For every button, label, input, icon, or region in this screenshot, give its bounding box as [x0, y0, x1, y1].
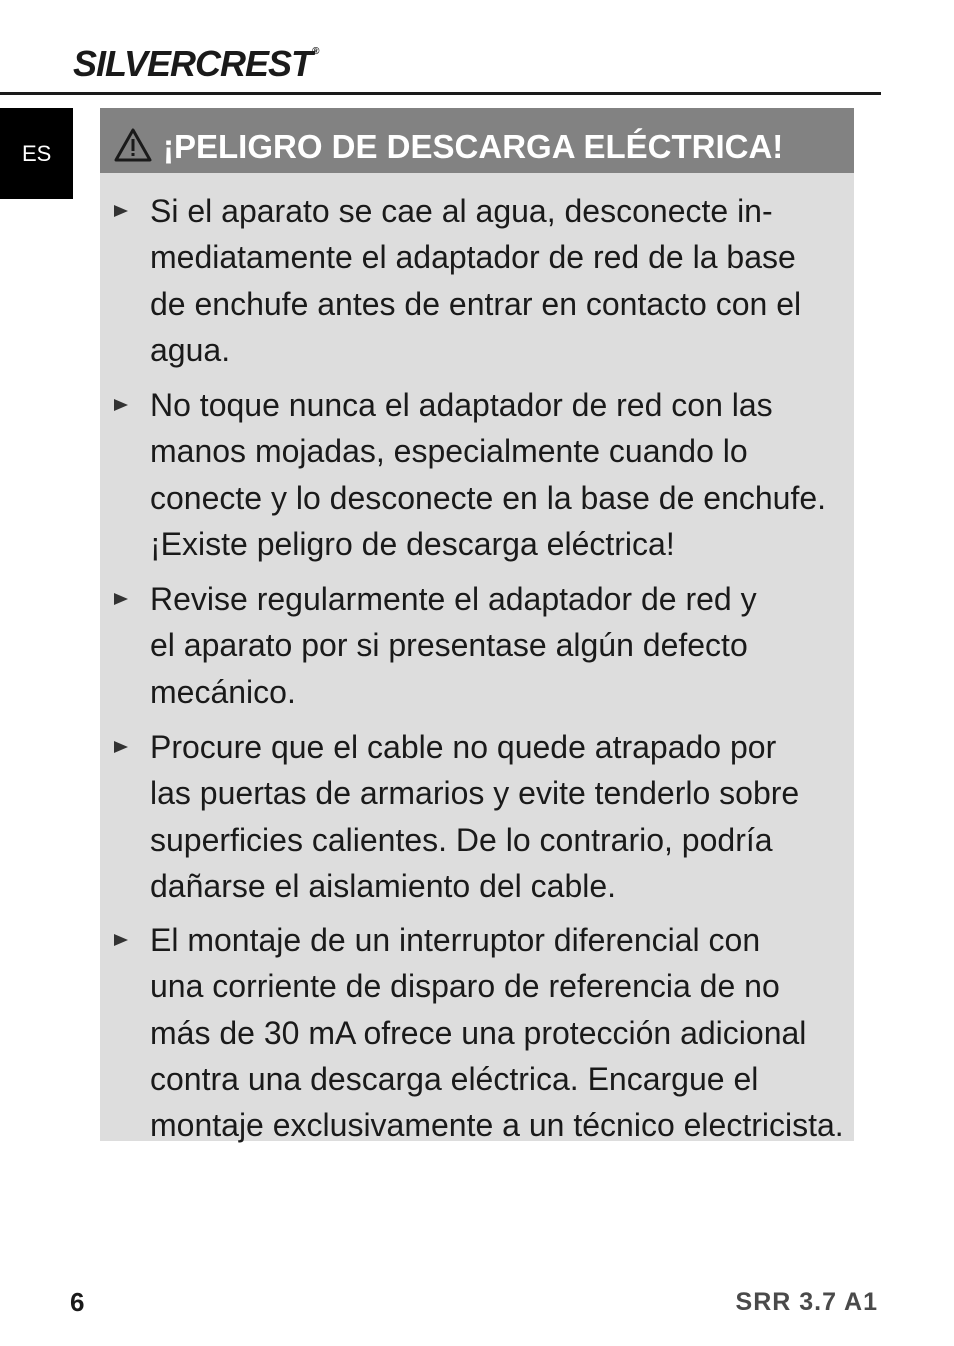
list-item-line: una corriente de disparo de referencia de no: [150, 968, 780, 1005]
arrow-bullet-icon: [114, 934, 128, 946]
list-item-line: No toque nunca el adaptador de red con las: [150, 387, 773, 423]
registered-mark: ®: [312, 46, 320, 57]
list-item-line: ¡Existe peligro de descarga eléctrica!: [150, 525, 675, 562]
arrow-bullet-icon: [114, 741, 128, 753]
arrow-bullet-icon: [114, 593, 128, 605]
list-item-line: agua.: [150, 331, 231, 368]
list-item-line: Procure que el cable no quede atrapado por: [150, 729, 777, 765]
list-item-line: manos mojadas, especialmente cuando lo: [150, 433, 748, 470]
header-divider: [0, 92, 881, 95]
list-item-line: El montaje de un interruptor diferencial con: [150, 922, 761, 958]
warning-triangle-icon: [114, 128, 152, 162]
list-item-line: de enchufe antes de entrar en contacto con el: [150, 285, 802, 322]
list-item-line: Si el aparato se cae al agua, desconecte in-: [150, 193, 773, 229]
language-tab: ES: [0, 108, 73, 199]
list-item-line: mediatamente el adaptador de red de la base: [150, 239, 796, 276]
list-item-line: dañarse el aislamiento del cable.: [150, 867, 617, 904]
list-item-line: las puertas de armarios y evite tenderlo sobre: [150, 775, 800, 812]
list-item-line: Revise regularmente el adaptador de red y: [150, 581, 757, 617]
page-number: 6: [70, 1287, 85, 1317]
model-number: SRR 3.7 A1: [735, 1288, 878, 1316]
list-item-line: mecánico.: [150, 673, 296, 710]
arrow-bullet-icon: [114, 205, 128, 217]
list-item-line: el aparato por si presentase algún defecto: [150, 627, 748, 664]
warning-box: [100, 108, 854, 1144]
warning-header: [100, 108, 854, 173]
list-item-line: superficies calientes. De lo contrario, podría: [150, 821, 773, 858]
brand-logo-text: SILVERCREST: [73, 43, 313, 84]
brand-logo: [73, 42, 319, 86]
warning-title: ¡PELIGRO DE DESCARGA ELÉCTRICA!: [163, 128, 784, 165]
list-item-line: montaje exclusivamente a un técnico electricista.: [150, 1107, 844, 1144]
list-item-line: conecte y lo desconecte en la base de enchufe.: [150, 479, 827, 516]
arrow-bullet-icon: [114, 399, 128, 411]
list-item-line: más de 30 mA ofrece una protección adicional: [150, 1014, 807, 1051]
list-item-line: contra una descarga eléctrica. Encargue el: [150, 1060, 759, 1097]
